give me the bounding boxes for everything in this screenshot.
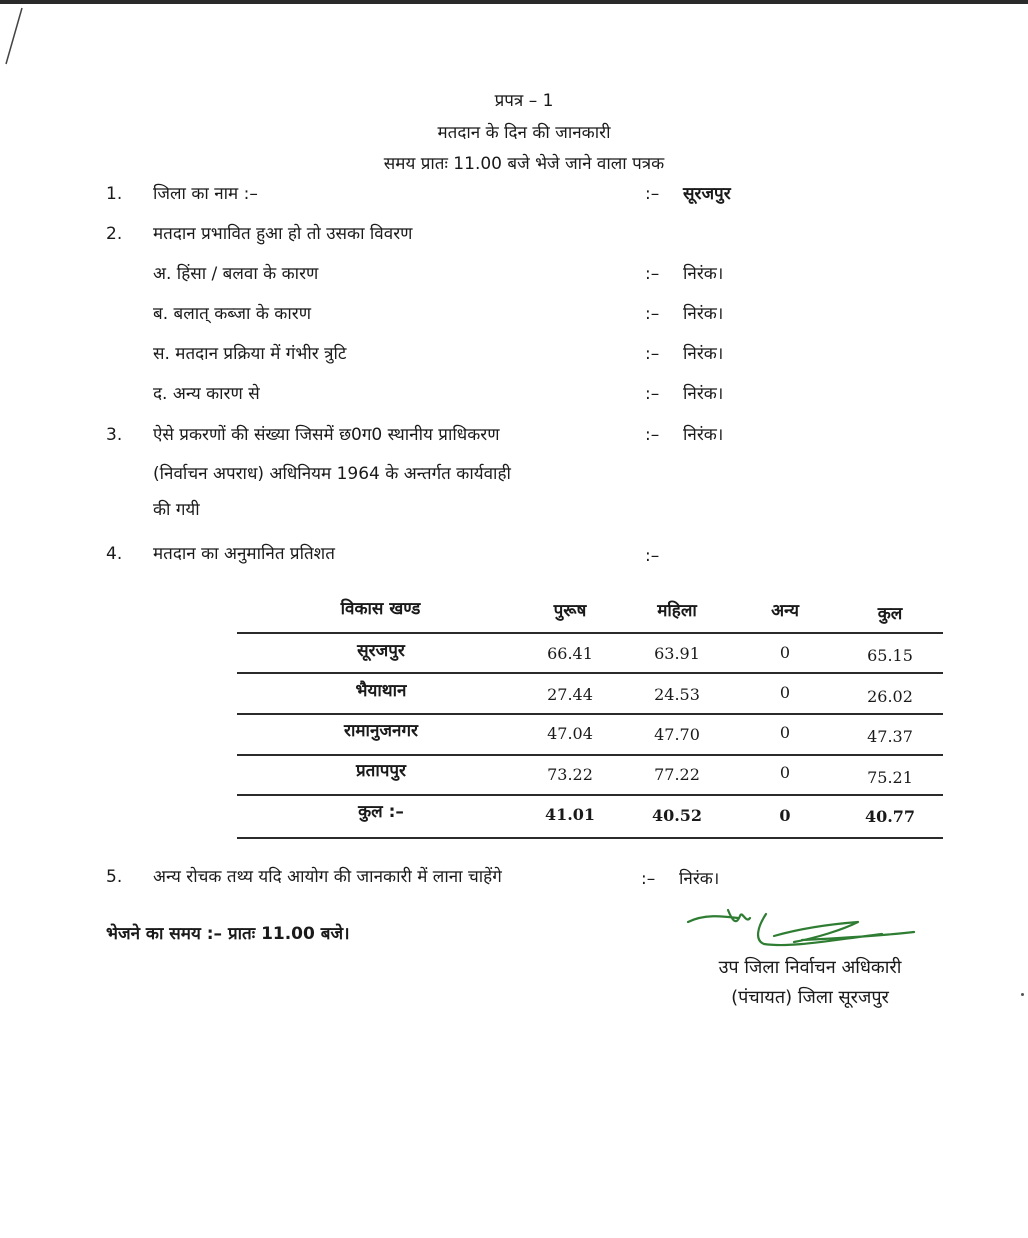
table-rule [237, 794, 943, 796]
item-1-label: जिला का नाम :– [153, 184, 258, 204]
item-2d-label: द. अन्य कारण से [153, 384, 260, 404]
item-2c-label: स. मतदान प्रक्रिया में गंभीर त्रुटि [153, 344, 347, 364]
document-subtitle: समय प्रातः 11.00 बजे भेजे जाने वाला पत्रक [383, 154, 665, 174]
table-header-male: पुरूष [553, 601, 587, 621]
table-row-2-other: 0 [779, 683, 791, 702]
table-row-1-other: 0 [779, 643, 791, 662]
document-title: मतदान के दिन की जानकारी [437, 123, 611, 143]
table-row-4-block: प्रतापपुर [355, 761, 407, 781]
table-rule [237, 632, 943, 634]
item-4-label: मतदान का अनुमानित प्रतिशत [153, 544, 335, 564]
table-row-2-male: 27.44 [547, 685, 593, 704]
table-row-2-total: 26.02 [867, 687, 913, 706]
table-row-2-block: भैयाथान [355, 681, 407, 701]
officer-designation: उप जिला निर्वाचन अधिकारी [718, 957, 902, 978]
item-2c-value: निरंक। [683, 344, 724, 364]
item-5-value: निरंक। [679, 869, 720, 889]
send-time: भेजने का समय :– प्रातः 11.00 बजे। [106, 924, 350, 944]
table-header-block: विकास खण्ड [340, 599, 421, 619]
item-1-separator: :– [645, 184, 660, 204]
item-4-separator: :– [645, 546, 660, 566]
table-row-4-other: 0 [779, 763, 791, 782]
item-3-separator: :– [645, 425, 660, 445]
table-row-4-female: 77.22 [654, 765, 700, 784]
item-5-separator: :– [641, 869, 656, 889]
table-row-1-female: 63.91 [654, 644, 700, 663]
item-2-number: 2. [106, 224, 123, 244]
item-3-label-line1: ऐसे प्रकरणों की संख्या जिसमें छ0ग0 स्थानीय प्राधिकरण [153, 425, 500, 445]
table-row-2-female: 24.53 [654, 685, 700, 704]
table-header-female: महिला [657, 601, 697, 621]
item-3-label-line3: की गयी [153, 500, 200, 520]
item-1-number: 1. [106, 184, 123, 204]
table-total-other: 0 [779, 806, 791, 825]
table-row-3-female: 47.70 [654, 725, 700, 744]
table-rule [237, 837, 943, 839]
table-header-total: कुल [877, 604, 903, 624]
item-2d-value: निरंक। [683, 384, 724, 404]
item-3-label-line2: (निर्वाचन अपराध) अधिनियम 1964 के अन्तर्गत कार्यवाही [153, 464, 511, 484]
item-2a-separator: :– [645, 264, 660, 284]
table-row-4-male: 73.22 [547, 765, 593, 784]
table-total-label: कुल :– [358, 802, 404, 822]
item-2a-value: निरंक। [683, 264, 724, 284]
table-row-1-total: 65.15 [867, 646, 913, 665]
item-2b-label: ब. बलात् कब्जा के कारण [153, 304, 311, 324]
table-row-3-other: 0 [779, 723, 791, 742]
table-row-3-block: रामानुजनगर [344, 721, 418, 741]
item-2d-separator: :– [645, 384, 660, 404]
item-4-number: 4. [106, 544, 123, 564]
item-2a-label: अ. हिंसा / बलवा के कारण [153, 264, 319, 284]
item-5-label: अन्य रोचक तथ्य यदि आयोग की जानकारी में लाना चाहेंगे [153, 867, 502, 887]
scan-speck [1021, 993, 1024, 996]
form-number: प्रपत्र – 1 [494, 91, 554, 111]
signature [682, 900, 922, 960]
item-2b-value: निरंक। [683, 304, 724, 324]
item-2c-separator: :– [645, 344, 660, 364]
table-total-male: 41.01 [544, 805, 596, 824]
table-rule [237, 713, 943, 715]
table-row-3-male: 47.04 [547, 724, 593, 743]
item-3-number: 3. [106, 425, 123, 445]
table-row-3-total: 47.37 [867, 727, 913, 746]
table-row-1-block: सूरजपुर [357, 641, 405, 661]
scan-top-edge [0, 0, 1028, 4]
item-5-number: 5. [106, 867, 123, 887]
table-rule [237, 672, 943, 674]
table-header-other: अन्य [771, 601, 799, 621]
officer-office: (पंचायत) जिला सूरजपुर [731, 987, 889, 1008]
table-rule [237, 754, 943, 756]
table-total-female: 40.52 [651, 806, 703, 825]
table-total-total: 40.77 [864, 807, 916, 826]
table-row-1-male: 66.41 [547, 644, 593, 663]
item-2b-separator: :– [645, 304, 660, 324]
item-1-value: सूरजपुर [683, 184, 731, 204]
item-3-value: निरंक। [683, 425, 724, 445]
table-row-4-total: 75.21 [867, 768, 913, 787]
item-2-label: मतदान प्रभावित हुआ हो तो उसका विवरण [153, 224, 413, 244]
scan-artifact-line [2, 6, 26, 66]
